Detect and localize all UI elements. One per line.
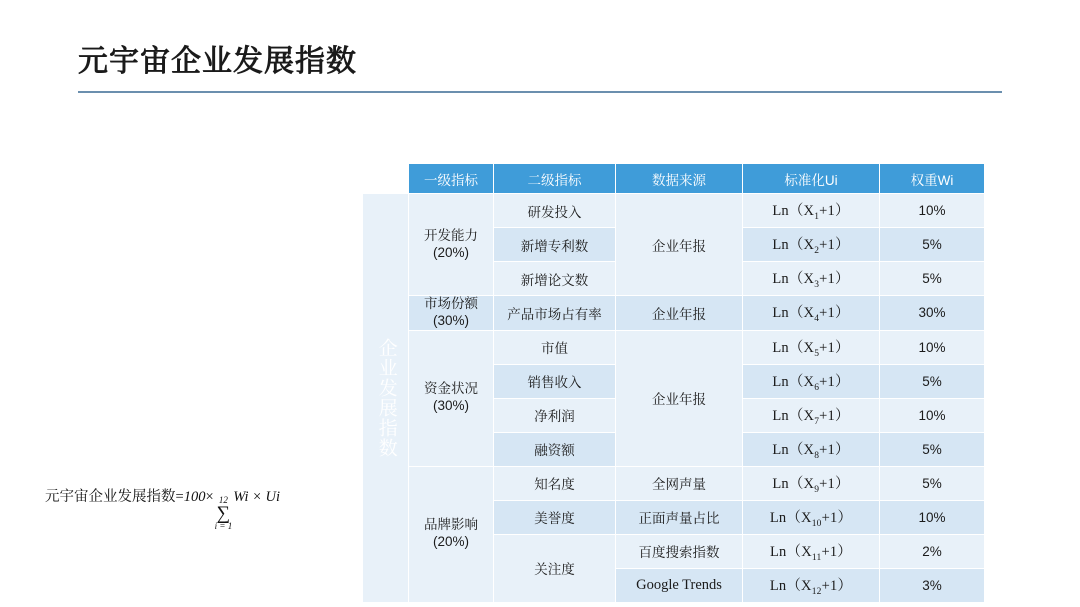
title-divider (78, 91, 1002, 93)
ui-cell: $Ln(X_1+1)$ (743, 194, 880, 228)
level1-label: 品牌影响 (424, 517, 478, 533)
level2-cell: 研发投入 (494, 194, 616, 228)
source-cell: 企业年报 (616, 296, 743, 331)
ui-cell: $Ln(X_4+1)$ (743, 296, 880, 331)
weight-cell: 10% (880, 398, 985, 432)
level1-cell-market-share (409, 296, 494, 331)
level1-cell-brand (409, 466, 494, 602)
formula-lead: 元宇宙企业发展指数= (45, 489, 184, 505)
level2-cell: 产品市场占有率 (494, 296, 616, 331)
level2-cell: 净利润 (494, 398, 616, 432)
vertical-axis-header (363, 194, 409, 603)
level1-weight: (20%) (432, 534, 469, 550)
page-title: 元宇宙企业发展指数 (78, 45, 357, 78)
sigma-icon: ∑ (216, 503, 231, 524)
table-row (363, 194, 985, 228)
corner-cell (363, 164, 409, 194)
ui-cell: $Ln(X_5+1)$ (743, 330, 880, 364)
ui-cell: $Ln(X_9+1)$ (743, 466, 880, 500)
source-cell: 百度搜索指数 (616, 534, 743, 568)
ui-cell: $Ln(X_3+1)$ (743, 262, 880, 296)
ui-cell: $Ln(X_7+1)$ (743, 398, 880, 432)
ui-cell: $Ln(X_2+1)$ (743, 228, 880, 262)
index-table (362, 163, 985, 603)
level1-weight: (30%) (432, 398, 469, 414)
level1-weight: (30%) (432, 312, 469, 328)
source-cell: 企业年报 (616, 194, 743, 296)
weight-cell: 30% (880, 296, 985, 331)
summation-symbol (215, 496, 233, 531)
level1-label: 开发能力 (424, 227, 478, 243)
sum-lower-limit: i = 1 (214, 521, 233, 531)
source-cell: 企业年报 (616, 330, 743, 466)
column-header-level1: 一级指标 (409, 164, 494, 194)
weight-cell: 10% (880, 194, 985, 228)
weight-cell: 3% (880, 568, 985, 602)
ui-cell: $Ln(X_{10}+1)$ (743, 500, 880, 534)
level2-cell: 销售收入 (494, 364, 616, 398)
level1-weight: (20%) (432, 244, 469, 260)
vertical-axis-label: 企业发展指数 (375, 337, 397, 458)
level2-cell: 美誉度 (494, 500, 616, 534)
level1-cell-development (409, 194, 494, 296)
weight-cell: 5% (880, 364, 985, 398)
weight-cell: 5% (880, 432, 985, 466)
index-table-container (362, 163, 985, 603)
level2-cell: 融资额 (494, 432, 616, 466)
table-row (363, 466, 985, 500)
level2-cell: 新增专利数 (494, 228, 616, 262)
formula-text (45, 485, 280, 531)
column-header-ui: 标准化Ui (743, 164, 880, 194)
weight-cell: 5% (880, 262, 985, 296)
column-header-weight: 权重Wi (880, 164, 985, 194)
slide-header (78, 44, 1002, 93)
weight-cell: 5% (880, 466, 985, 500)
level2-cell: 关注度 (494, 534, 616, 602)
level1-label: 资金状况 (424, 381, 478, 397)
formula-coefficient: 100 (183, 489, 206, 505)
weight-cell: 2% (880, 534, 985, 568)
ui-cell: $Ln(X_8+1)$ (743, 432, 880, 466)
ui-cell: $Ln(X_{12}+1)$ (743, 568, 880, 602)
column-header-level2: 二级指标 (494, 164, 616, 194)
column-header-source: 数据来源 (616, 164, 743, 194)
weight-cell: 10% (880, 500, 985, 534)
weight-cell: 10% (880, 330, 985, 364)
table-header-row (363, 164, 985, 194)
level2-cell: 知名度 (494, 466, 616, 500)
level2-cell: 市值 (494, 330, 616, 364)
level2-cell: 新增论文数 (494, 262, 616, 296)
table-body (363, 194, 985, 603)
level1-label: 市场份额 (424, 296, 478, 311)
source-cell: Google Trends (616, 568, 743, 602)
formula-tail: Wi × Ui (233, 489, 281, 505)
ui-cell: $Ln(X_{11}+1)$ (743, 534, 880, 568)
table-row (363, 330, 985, 364)
sum-upper-limit: 12 (218, 495, 228, 505)
weight-cell: 5% (880, 228, 985, 262)
source-cell: 全网声量 (616, 466, 743, 500)
level1-cell-capital (409, 330, 494, 466)
ui-cell: $Ln(X_6+1)$ (743, 364, 880, 398)
source-cell: 正面声量占比 (616, 500, 743, 534)
table-row (363, 296, 985, 331)
formula-times: × (205, 489, 214, 505)
